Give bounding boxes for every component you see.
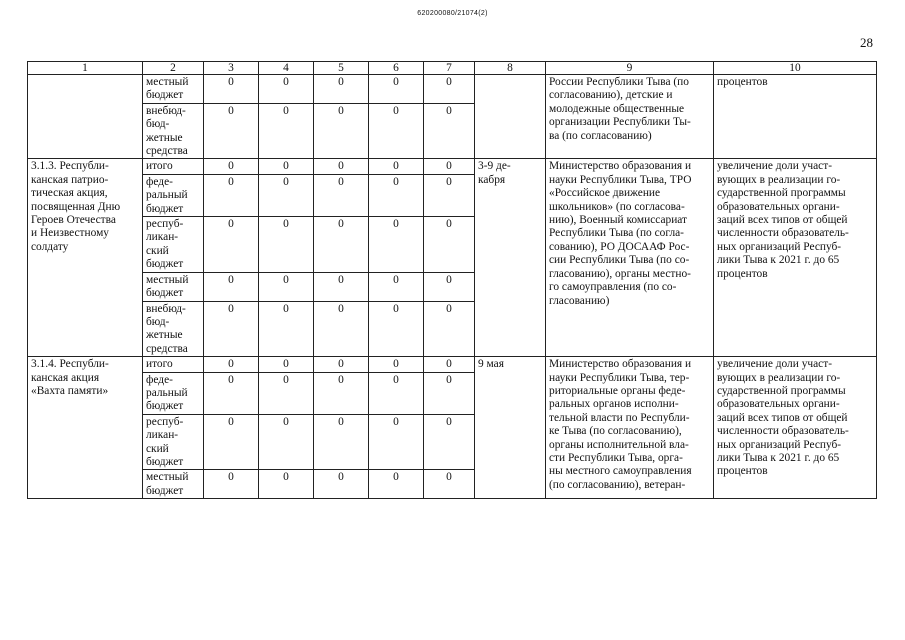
column-header: 4 — [259, 62, 314, 75]
value-cell: 0 — [424, 301, 475, 357]
value-cell: 0 — [259, 103, 314, 159]
value-cell: 0 — [314, 75, 369, 104]
value-cell: 0 — [314, 372, 369, 414]
value-cell: 0 — [204, 470, 259, 499]
item-term: 9 мая — [475, 357, 546, 499]
value-cell: 0 — [259, 159, 314, 174]
value-cell: 0 — [369, 217, 424, 273]
column-header: 3 — [204, 62, 259, 75]
value-cell: 0 — [314, 272, 369, 301]
item-title: 3.1.4. Республи- канская акция «Вахта памяти» — [28, 357, 143, 499]
executors-cell: Министерство образования и науки Республики Тыва, ТРО «Российское движение школьников» (по согласова- нию), Военный комиссариат Республики Тыва (по согла- сованию), РО ДОСААФ Рос- сии Республики Тыва (по со- гласованию), органы местно- го самоуправления (по со- гласованию) — [546, 159, 714, 357]
indicator-cell: увеличение доли участ- вующих в реализации го- сударственной программы образовательных органи- заций всех типов от общей численности образователь- ных организаций Респуб- лики Тыва к 2021 г. до 65 процентов — [714, 159, 877, 357]
value-cell: 0 — [259, 470, 314, 499]
value-cell: 0 — [424, 159, 475, 174]
value-cell: 0 — [369, 159, 424, 174]
executors-cell: России Республики Тыва (по согласованию), детские и молодежные общественные организации Республики Ты- ва (по согласованию) — [546, 75, 714, 159]
funding-source: респуб- ликан- ский бюджет — [143, 217, 204, 273]
column-header: 10 — [714, 62, 877, 75]
value-cell: 0 — [314, 217, 369, 273]
value-cell: 0 — [204, 372, 259, 414]
value-cell: 0 — [369, 272, 424, 301]
value-cell: 0 — [314, 301, 369, 357]
table-row — [28, 159, 877, 174]
item-term: 3-9 де- кабря — [475, 159, 546, 357]
column-header: 9 — [546, 62, 714, 75]
table-row — [28, 75, 877, 104]
item-title-empty — [28, 75, 143, 159]
value-cell: 0 — [259, 414, 314, 470]
value-cell: 0 — [259, 357, 314, 372]
funding-source: местный бюджет — [143, 75, 204, 104]
table-row — [28, 357, 877, 372]
document-id: 620200080/21074(2) — [417, 10, 488, 17]
value-cell: 0 — [369, 174, 424, 216]
value-cell: 0 — [369, 103, 424, 159]
funding-source: феде- ральный бюджет — [143, 174, 204, 216]
value-cell: 0 — [314, 174, 369, 216]
funding-source: местный бюджет — [143, 470, 204, 499]
item-title: 3.1.3. Республи- канская патрио- тическая акция, посвященная Дню Героев Отечества и Неизвестному солдату — [28, 159, 143, 357]
value-cell: 0 — [424, 372, 475, 414]
value-cell: 0 — [369, 414, 424, 470]
column-header: 7 — [424, 62, 475, 75]
funding-source: местный бюджет — [143, 272, 204, 301]
value-cell: 0 — [259, 301, 314, 357]
value-cell: 0 — [314, 159, 369, 174]
column-header: 2 — [143, 62, 204, 75]
value-cell: 0 — [204, 357, 259, 372]
funding-source: итого — [143, 357, 204, 372]
value-cell: 0 — [314, 414, 369, 470]
value-cell: 0 — [424, 470, 475, 499]
value-cell: 0 — [259, 272, 314, 301]
value-cell: 0 — [204, 217, 259, 273]
value-cell: 0 — [369, 372, 424, 414]
funding-source: респуб- ликан- ский бюджет — [143, 414, 204, 470]
value-cell: 0 — [424, 414, 475, 470]
value-cell: 0 — [204, 301, 259, 357]
value-cell: 0 — [369, 357, 424, 372]
value-cell: 0 — [259, 217, 314, 273]
value-cell: 0 — [424, 174, 475, 216]
value-cell: 0 — [259, 174, 314, 216]
funding-source: внебюд- бюд- жетные средства — [143, 103, 204, 159]
value-cell: 0 — [204, 159, 259, 174]
value-cell: 0 — [424, 217, 475, 273]
column-header: 8 — [475, 62, 546, 75]
program-table — [27, 61, 877, 499]
value-cell: 0 — [369, 470, 424, 499]
funding-source: феде- ральный бюджет — [143, 372, 204, 414]
value-cell: 0 — [204, 103, 259, 159]
value-cell: 0 — [204, 75, 259, 104]
value-cell: 0 — [204, 272, 259, 301]
value-cell: 0 — [369, 75, 424, 104]
indicator-cell: увеличение доли участ- вующих в реализации го- сударственной программы образовательных органи- заций всех типов от общей численности образователь- ных организаций Респуб- лики Тыва к 2021 г. до 65 процентов — [714, 357, 877, 499]
term-empty — [475, 75, 546, 159]
value-cell: 0 — [369, 301, 424, 357]
executors-cell: Министерство образования и науки Республики Тыва, тер- риториальные органы феде- ральных органов исполни- тельной власти по Республи- ке Тыва (по согласованию), органы исполнительной вла- сти Республики Тыва, орга- ны местного самоуправления (по согласованию), ветеран- — [546, 357, 714, 499]
value-cell: 0 — [204, 174, 259, 216]
value-cell: 0 — [424, 272, 475, 301]
value-cell: 0 — [424, 357, 475, 372]
column-header: 1 — [28, 62, 143, 75]
value-cell: 0 — [314, 103, 369, 159]
value-cell: 0 — [259, 75, 314, 104]
page-number: 28 — [860, 35, 873, 50]
indicator-cell: процентов — [714, 75, 877, 159]
value-cell: 0 — [314, 470, 369, 499]
column-number-row — [28, 62, 877, 75]
value-cell: 0 — [259, 372, 314, 414]
value-cell: 0 — [424, 103, 475, 159]
funding-source: итого — [143, 159, 204, 174]
column-header: 5 — [314, 62, 369, 75]
value-cell: 0 — [204, 414, 259, 470]
funding-source: внебюд- бюд- жетные средства — [143, 301, 204, 357]
column-header: 6 — [369, 62, 424, 75]
value-cell: 0 — [424, 75, 475, 104]
value-cell: 0 — [314, 357, 369, 372]
